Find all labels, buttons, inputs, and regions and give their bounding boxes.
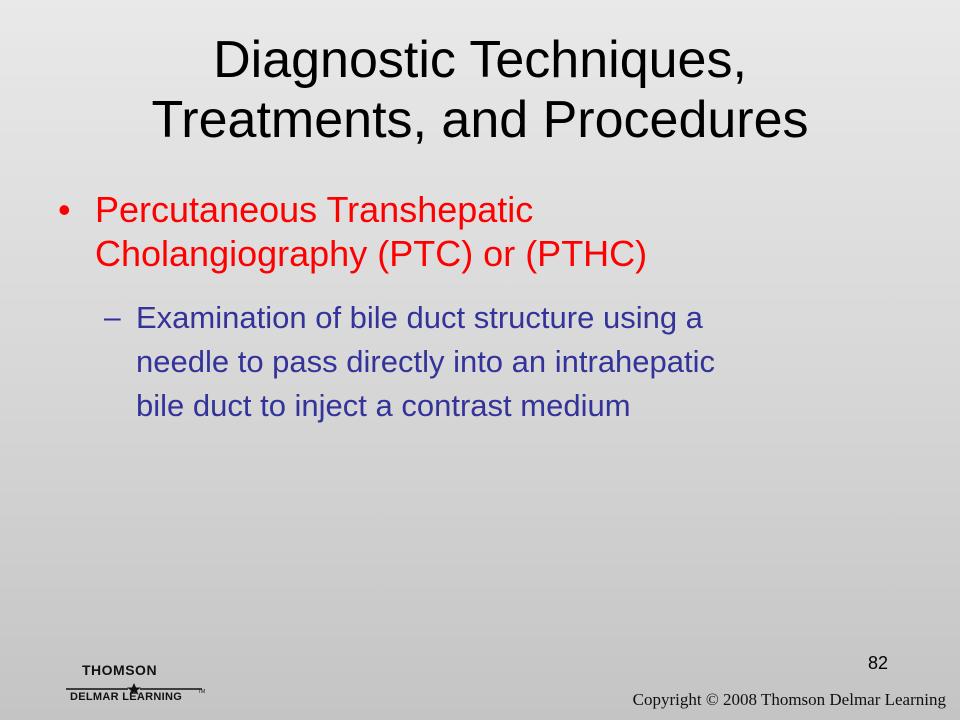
- logo-wordmark-top: THOMSON: [82, 662, 158, 678]
- publisher-logo: [66, 662, 216, 706]
- bullet-marker: •: [58, 189, 71, 230]
- bullet-text-line-1: Percutaneous Transhepatic: [95, 189, 534, 230]
- sub-bullet-marker: –: [104, 301, 121, 334]
- logo-trademark: TM: [198, 689, 206, 695]
- bullet-text-line-2: Cholangiography (PTC) or (PTHC): [95, 233, 648, 274]
- copyright-notice: Copyright © 2008 Thomson Delmar Learning: [632, 690, 946, 709]
- sub-bullet-text: [136, 296, 856, 428]
- sub-bullet-line-2: needle to pass directly into an intrahepatic: [136, 344, 716, 379]
- logo-wordmark-bottom: DELMAR LEARNING: [70, 691, 183, 703]
- slide-title: [40, 30, 920, 150]
- page-number: 82: [867, 653, 888, 673]
- slide-title-line-2: Treatments, and Procedures: [151, 91, 809, 149]
- sub-bullet-line-3: bile duct to inject a contrast medium: [136, 388, 631, 423]
- sub-bullet-line-1: Examination of bile duct structure using a: [136, 300, 703, 335]
- bullet-text: [95, 188, 895, 276]
- slide-title-line-1: Diagnostic Techniques,: [213, 31, 747, 89]
